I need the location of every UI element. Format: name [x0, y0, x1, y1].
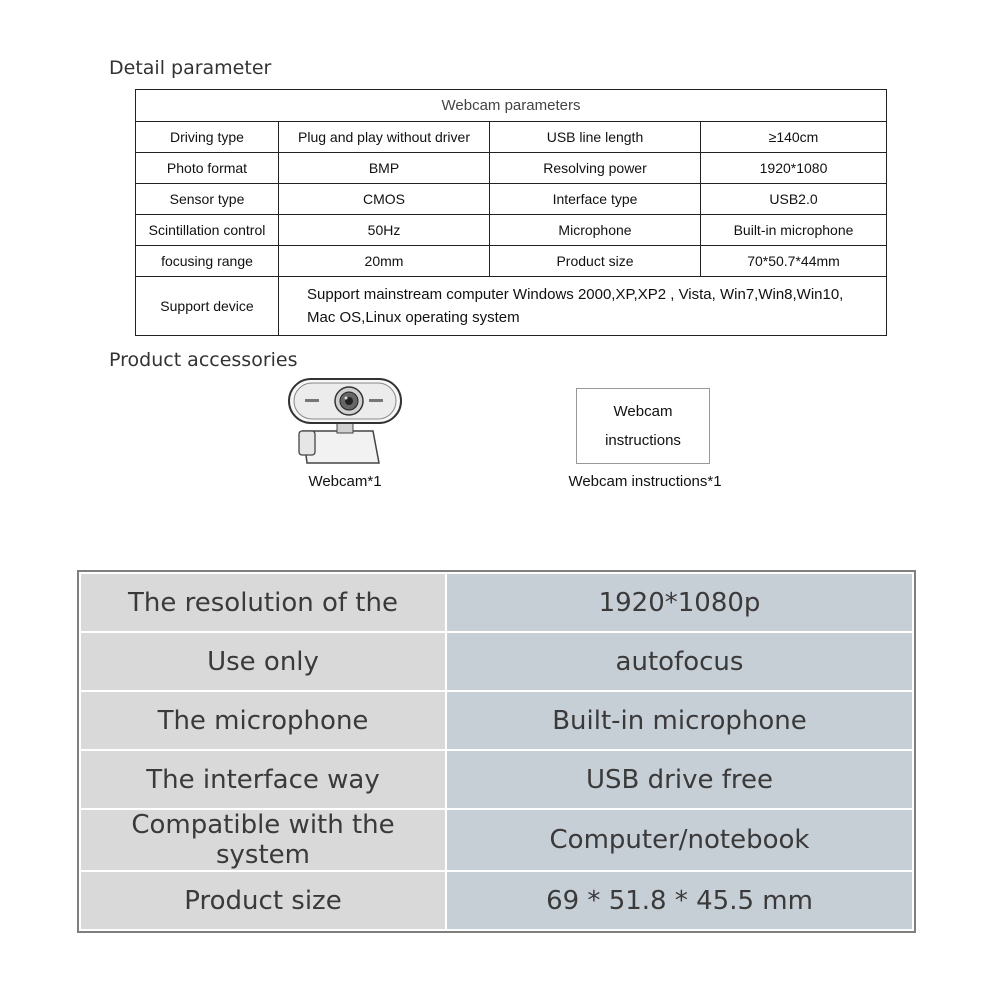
support-device-label: Support device — [136, 277, 279, 336]
table-row — [80, 691, 913, 750]
param-key: Sensor type — [136, 184, 279, 215]
table-row — [136, 122, 887, 153]
support-device-value — [279, 277, 887, 336]
table-row — [136, 277, 887, 336]
webcam-parameters-table — [135, 89, 887, 336]
specs-table — [79, 572, 914, 931]
param-value: BMP — [279, 153, 490, 184]
table-row — [80, 750, 913, 809]
spec-key: The resolution of the — [80, 573, 446, 632]
table-row — [136, 184, 887, 215]
instructions-box-line: instructions — [605, 432, 681, 449]
params-table-header: Webcam parameters — [136, 90, 887, 122]
param-value: Plug and play without driver — [279, 122, 490, 153]
table-row — [80, 632, 913, 691]
table-row — [136, 153, 887, 184]
spec-key: Product size — [80, 871, 446, 930]
param-key: Scintillation control — [136, 215, 279, 246]
param-key: Driving type — [136, 122, 279, 153]
spec-value: 69 * 51.8 * 45.5 mm — [446, 871, 913, 930]
table-row — [80, 809, 913, 871]
param-key: Product size — [490, 246, 701, 277]
param-key: Resolving power — [490, 153, 701, 184]
support-line: Mac OS,Linux operating system — [307, 309, 520, 326]
spec-value: Computer/notebook — [446, 809, 913, 871]
table-row — [80, 573, 913, 632]
spec-key: Use only — [80, 632, 446, 691]
spec-key: Compatible with the system — [80, 809, 446, 871]
param-value: 20mm — [279, 246, 490, 277]
table-row — [136, 215, 887, 246]
spec-value: 1920*1080p — [446, 573, 913, 632]
param-key: Microphone — [490, 215, 701, 246]
param-key: USB line length — [490, 122, 701, 153]
param-value: 70*50.7*44mm — [701, 246, 887, 277]
table-row — [136, 246, 887, 277]
param-value: ≥140cm — [701, 122, 887, 153]
detail-parameter-title: Detail parameter — [109, 57, 272, 79]
param-key: Interface type — [490, 184, 701, 215]
support-line: Support mainstream computer Windows 2000,XP,XP2 , Vista, Win7,Win8,Win10, — [307, 286, 844, 303]
table-row — [80, 871, 913, 930]
param-value: Built-in microphone — [701, 215, 887, 246]
product-accessories-title: Product accessories — [109, 349, 298, 371]
spec-value: autofocus — [446, 632, 913, 691]
spec-value: USB drive free — [446, 750, 913, 809]
param-value: 50Hz — [279, 215, 490, 246]
webcam-icon — [285, 373, 405, 469]
spec-value: Built-in microphone — [446, 691, 913, 750]
instructions-accessory-label: Webcam instructions*1 — [568, 473, 722, 490]
param-value: CMOS — [279, 184, 490, 215]
webcam-accessory-label: Webcam*1 — [308, 473, 382, 490]
instructions-box-line: Webcam — [613, 403, 673, 420]
param-key: focusing range — [136, 246, 279, 277]
spec-key: The microphone — [80, 691, 446, 750]
spec-key: The interface way — [80, 750, 446, 809]
param-value: 1920*1080 — [701, 153, 887, 184]
param-value: USB2.0 — [701, 184, 887, 215]
param-key: Photo format — [136, 153, 279, 184]
instructions-booklet — [576, 388, 710, 464]
